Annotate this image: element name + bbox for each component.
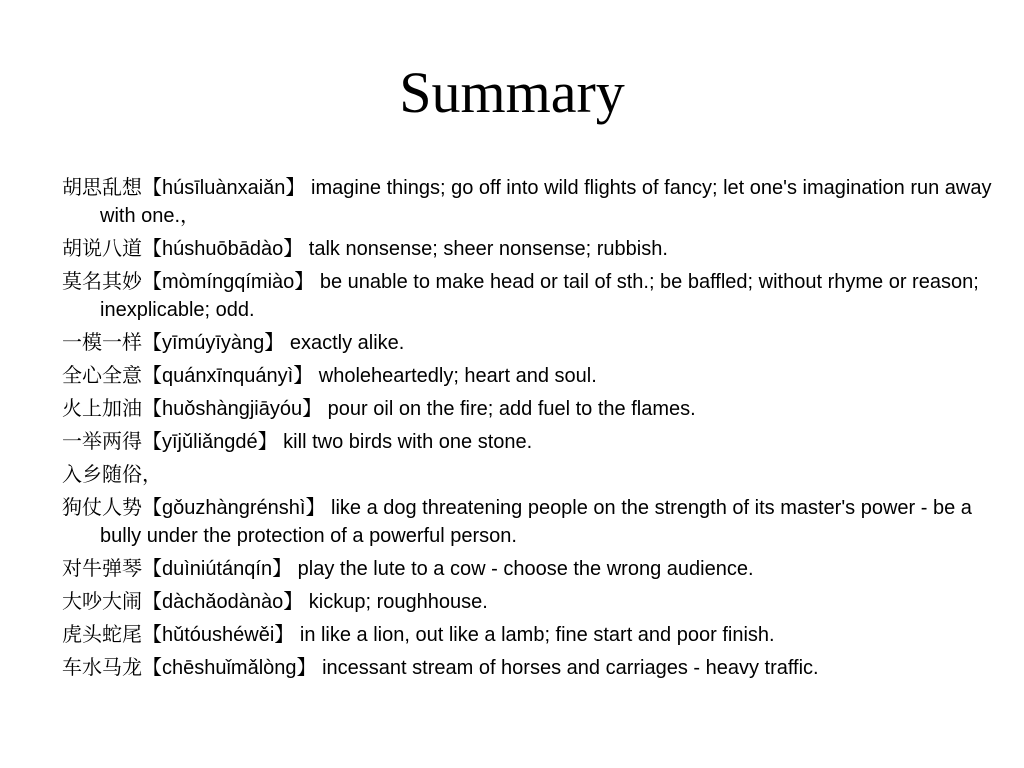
idiom-headword: 虎头蛇尾 [62, 624, 142, 646]
slide-title: Summary [399, 60, 625, 125]
idiom-definition: pour oil on the fire; add fuel to the flames. [322, 398, 696, 420]
idiom-headword: 火上加油 [62, 398, 142, 420]
idiom-headword: 胡说八道 [62, 238, 142, 260]
idiom-pinyin: 【dàchǎodànào】 [142, 591, 304, 613]
list-item [62, 395, 992, 423]
idiom-pinyin: 【mòmíngqímiào】 [142, 271, 315, 293]
idiom-definition: like a dog threatening people on the strength of its master's power - be a bully under the protection of a powerful person. [100, 497, 972, 547]
idiom-headword: 大吵大闹 [62, 591, 142, 613]
idiom-definition: imagine things; go off into wild flights of fancy; let one's imagination run away with one.， [100, 177, 992, 227]
list-item [62, 329, 992, 357]
idiom-headword: 一模一样 [62, 332, 142, 354]
idiom-headword: 入乡随俗， [62, 464, 162, 486]
idiom-pinyin: 【yīmúyīyàng】 [142, 332, 285, 354]
list-item [62, 362, 992, 390]
list-item [62, 428, 992, 456]
idiom-pinyin: 【gǒuzhàngrénshì】 [142, 497, 326, 519]
idiom-headword: 胡思乱想 [62, 177, 142, 199]
idiom-list [62, 174, 992, 687]
list-item [62, 621, 992, 649]
idiom-definition: wholeheartedly; heart and soul. [313, 365, 597, 387]
idiom-headword: 对牛弹琴 [62, 558, 142, 580]
idiom-definition: be unable to make head or tail of sth.; be baffled; without rhyme or reason; inexplicable; odd. [100, 271, 979, 321]
list-item [62, 268, 992, 324]
idiom-headword: 车水马龙 [62, 657, 142, 679]
idiom-definition: incessant stream of horses and carriages - heavy traffic. [316, 657, 819, 679]
idiom-pinyin: 【yījǔliǎngdé】 [142, 431, 278, 453]
list-item [62, 588, 992, 616]
idiom-pinyin: 【huǒshàngjiāyóu】 [142, 398, 323, 420]
idiom-definition: talk nonsense; sheer nonsense; rubbish. [303, 238, 668, 260]
idiom-definition: kickup; roughhouse. [303, 591, 488, 613]
list-item [62, 494, 992, 550]
list-item [62, 654, 992, 682]
idiom-pinyin: 【hǔtóushéwěi】 [142, 624, 295, 646]
idiom-pinyin: 【húshuōbādào】 [142, 238, 304, 260]
idiom-definition: exactly alike. [284, 332, 405, 354]
idiom-headword: 全心全意 [62, 365, 142, 387]
idiom-pinyin: 【duìniútánqín】 [142, 558, 293, 580]
list-item [62, 461, 992, 489]
idiom-definition: play the lute to a cow - choose the wrong audience. [292, 558, 754, 580]
list-item [62, 174, 992, 230]
idiom-definition: in like a lion, out like a lamb; fine start and poor finish. [294, 624, 775, 646]
idiom-pinyin: 【chēshuǐmǎlòng】 [142, 657, 317, 679]
idiom-headword: 莫名其妙 [62, 271, 142, 293]
idiom-pinyin: 【húsīluànxaiǎn】 [142, 177, 306, 199]
idiom-headword: 狗仗人势 [62, 497, 142, 519]
list-item [62, 555, 992, 583]
idiom-pinyin: 【quánxīnquányì】 [142, 365, 314, 387]
idiom-headword: 一举两得 [62, 431, 142, 453]
idiom-definition: kill two birds with one stone. [277, 431, 533, 453]
list-item [62, 235, 992, 263]
